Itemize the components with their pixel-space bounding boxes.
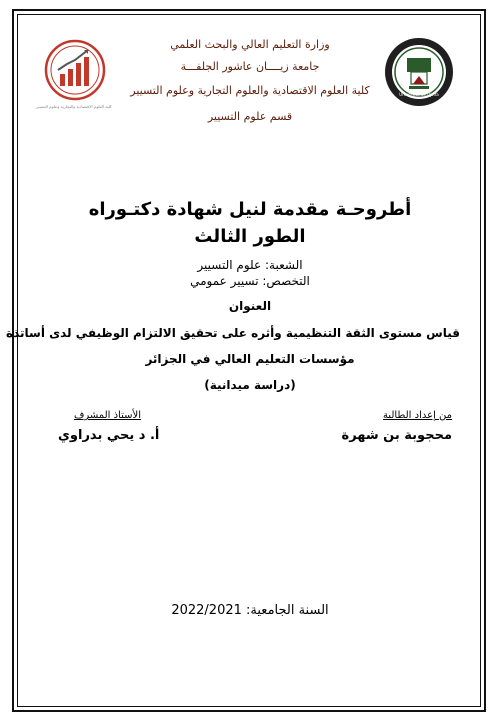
student-name: محجوبة بن شهرة (341, 428, 452, 443)
supervisor-label: الأستاذ المشرف (74, 410, 141, 421)
faculty-logo-caption: كلية العلوم الاقتصادية والتجارية وعلوم التسيير (36, 104, 112, 109)
study-type: (دراسة ميدانية) (204, 378, 296, 392)
branch: الشعبة: علوم التسيير (197, 258, 303, 272)
faculty-name: كلية العلوم الاقتصادية والعلوم التجارية وعلوم التسيير (130, 84, 370, 97)
subject-line-1: قياس مستوى الثقة التنظيمية وأثره على تحقيق الالتزام الوظيفي لدى أساتذة (5, 326, 460, 340)
faculty-logo (40, 36, 110, 108)
specialty: التخصص: تسيير عمومي (190, 274, 310, 288)
university-name: جامعة زيــــان عاشور الجلفـــة (180, 60, 320, 73)
student-label: من إعداد الطالبة (382, 410, 452, 421)
university-seal-text: Université de Djelfa (399, 92, 439, 97)
subject-heading: العنوان (228, 299, 272, 313)
ministry-name: وزارة التعليم العالي والبحث العلمي (170, 38, 330, 51)
thesis-title: أطروحـة مقدمة لنيل شهادة دكتـوراه (88, 199, 412, 220)
subject-line-2: مؤسسات التعليم العالي في الجزائر (145, 352, 355, 366)
department-name: قسم علوم التسيير (207, 110, 293, 123)
university-seal (383, 36, 455, 108)
supervisor-name: أ. د يحي بدراوي (58, 428, 160, 443)
thesis-level: الطور الثالث (194, 226, 306, 247)
academic-year: السنة الجامعية: 2022/2021 (171, 603, 329, 618)
